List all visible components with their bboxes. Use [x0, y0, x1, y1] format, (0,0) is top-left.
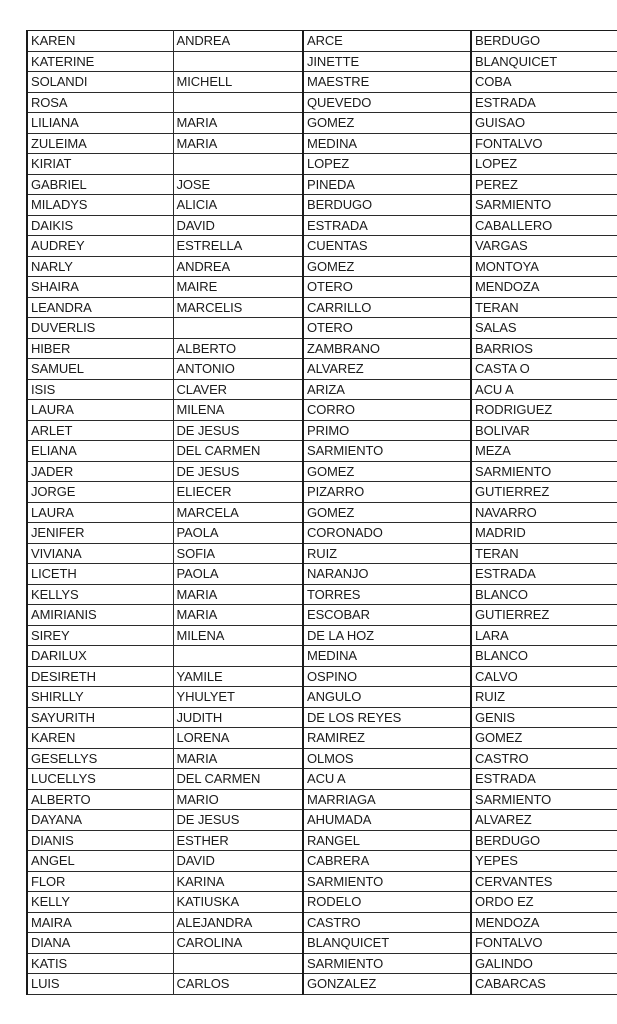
first-name-cell: VIVIANA: [27, 543, 173, 564]
middle-name-cell: CARLOS: [173, 974, 303, 995]
first-name-cell: DIANA: [27, 933, 173, 954]
first-name-cell: LAURA: [27, 502, 173, 523]
table-row: [27, 953, 617, 974]
first-name-cell: KAREN: [27, 31, 173, 52]
table-row: [27, 195, 617, 216]
second-surname-cell: MADRID: [471, 523, 617, 544]
first-name-cell: JADER: [27, 461, 173, 482]
first-name-cell: AUDREY: [27, 236, 173, 257]
table-row: [27, 441, 617, 462]
table-row: [27, 666, 617, 687]
middle-name-cell: ELIECER: [173, 482, 303, 503]
first-surname-cell: MARRIAGA: [303, 789, 471, 810]
table-row: [27, 236, 617, 257]
first-name-cell: MILADYS: [27, 195, 173, 216]
first-surname-cell: ACU A: [303, 769, 471, 790]
middle-name-cell: YAMILE: [173, 666, 303, 687]
middle-name-cell: [173, 92, 303, 113]
first-surname-cell: SARMIENTO: [303, 441, 471, 462]
second-surname-cell: LOPEZ: [471, 154, 617, 175]
first-surname-cell: BLANQUICET: [303, 933, 471, 954]
middle-name-cell: CLAVER: [173, 379, 303, 400]
table-row: [27, 584, 617, 605]
first-surname-cell: GOMEZ: [303, 256, 471, 277]
first-surname-cell: JINETTE: [303, 51, 471, 72]
table-row: [27, 256, 617, 277]
first-surname-cell: DE LOS REYES: [303, 707, 471, 728]
first-surname-cell: OTERO: [303, 318, 471, 339]
table-row: [27, 625, 617, 646]
middle-name-cell: DE JESUS: [173, 810, 303, 831]
middle-name-cell: KATIUSKA: [173, 892, 303, 913]
table-row: [27, 605, 617, 626]
table-row: [27, 338, 617, 359]
table-row: [27, 687, 617, 708]
first-name-cell: LUIS: [27, 974, 173, 995]
second-surname-cell: YEPES: [471, 851, 617, 872]
first-name-cell: ZULEIMA: [27, 133, 173, 154]
first-surname-cell: SARMIENTO: [303, 953, 471, 974]
second-surname-cell: MENDOZA: [471, 912, 617, 933]
middle-name-cell: [173, 154, 303, 175]
middle-name-cell: MARIA: [173, 605, 303, 626]
table-row: [27, 974, 617, 995]
second-surname-cell: NAVARRO: [471, 502, 617, 523]
middle-name-cell: MARIO: [173, 789, 303, 810]
first-surname-cell: GOMEZ: [303, 461, 471, 482]
second-surname-cell: SARMIENTO: [471, 789, 617, 810]
second-surname-cell: ESTRADA: [471, 769, 617, 790]
table-row: [27, 728, 617, 749]
second-surname-cell: GUISAO: [471, 113, 617, 134]
table-row: [27, 113, 617, 134]
second-surname-cell: VARGAS: [471, 236, 617, 257]
second-surname-cell: CABARCAS: [471, 974, 617, 995]
first-surname-cell: TORRES: [303, 584, 471, 605]
names-table-body: [27, 31, 617, 995]
second-surname-cell: RUIZ: [471, 687, 617, 708]
second-surname-cell: SARMIENTO: [471, 195, 617, 216]
second-surname-cell: PEREZ: [471, 174, 617, 195]
first-surname-cell: MAESTRE: [303, 72, 471, 93]
first-surname-cell: OTERO: [303, 277, 471, 298]
first-name-cell: LEANDRA: [27, 297, 173, 318]
second-surname-cell: CASTRO: [471, 748, 617, 769]
middle-name-cell: DEL CARMEN: [173, 769, 303, 790]
table-row: [27, 92, 617, 113]
first-surname-cell: BERDUGO: [303, 195, 471, 216]
middle-name-cell: MARCELIS: [173, 297, 303, 318]
first-name-cell: GABRIEL: [27, 174, 173, 195]
middle-name-cell: CAROLINA: [173, 933, 303, 954]
second-surname-cell: SALAS: [471, 318, 617, 339]
middle-name-cell: JOSE: [173, 174, 303, 195]
names-sheet: [26, 30, 617, 995]
second-surname-cell: GALINDO: [471, 953, 617, 974]
first-surname-cell: DE LA HOZ: [303, 625, 471, 646]
table-row: [27, 523, 617, 544]
first-name-cell: SHAIRA: [27, 277, 173, 298]
first-name-cell: DESIRETH: [27, 666, 173, 687]
table-row: [27, 933, 617, 954]
first-name-cell: DARILUX: [27, 646, 173, 667]
first-surname-cell: GOMEZ: [303, 113, 471, 134]
first-surname-cell: MEDINA: [303, 133, 471, 154]
middle-name-cell: DE JESUS: [173, 461, 303, 482]
first-name-cell: KELLY: [27, 892, 173, 913]
table-row: [27, 359, 617, 380]
middle-name-cell: ESTHER: [173, 830, 303, 851]
second-surname-cell: ORDO EZ: [471, 892, 617, 913]
second-surname-cell: CABALLERO: [471, 215, 617, 236]
middle-name-cell: [173, 51, 303, 72]
table-row: [27, 31, 617, 52]
second-surname-cell: MENDOZA: [471, 277, 617, 298]
table-row: [27, 215, 617, 236]
first-surname-cell: CORONADO: [303, 523, 471, 544]
first-name-cell: MAIRA: [27, 912, 173, 933]
middle-name-cell: SOFIA: [173, 543, 303, 564]
first-surname-cell: CABRERA: [303, 851, 471, 872]
second-surname-cell: CASTA O: [471, 359, 617, 380]
first-name-cell: ROSA: [27, 92, 173, 113]
first-surname-cell: ALVAREZ: [303, 359, 471, 380]
first-name-cell: KAREN: [27, 728, 173, 749]
table-row: [27, 297, 617, 318]
second-surname-cell: FONTALVO: [471, 133, 617, 154]
second-surname-cell: BLANCO: [471, 646, 617, 667]
first-name-cell: ALBERTO: [27, 789, 173, 810]
first-surname-cell: ESTRADA: [303, 215, 471, 236]
first-name-cell: KIRIAT: [27, 154, 173, 175]
table-row: [27, 133, 617, 154]
middle-name-cell: ALICIA: [173, 195, 303, 216]
second-surname-cell: ESTRADA: [471, 92, 617, 113]
first-name-cell: SAMUEL: [27, 359, 173, 380]
table-row: [27, 420, 617, 441]
middle-name-cell: [173, 646, 303, 667]
first-surname-cell: MEDINA: [303, 646, 471, 667]
middle-name-cell: MARIA: [173, 748, 303, 769]
first-surname-cell: GONZALEZ: [303, 974, 471, 995]
table-row: [27, 72, 617, 93]
table-row: [27, 400, 617, 421]
table-row: [27, 871, 617, 892]
table-row: [27, 564, 617, 585]
first-surname-cell: CORRO: [303, 400, 471, 421]
table-row: [27, 277, 617, 298]
middle-name-cell: MARIA: [173, 113, 303, 134]
second-surname-cell: BLANQUICET: [471, 51, 617, 72]
second-surname-cell: CALVO: [471, 666, 617, 687]
second-surname-cell: GOMEZ: [471, 728, 617, 749]
first-name-cell: ELIANA: [27, 441, 173, 462]
first-surname-cell: CARRILLO: [303, 297, 471, 318]
first-name-cell: FLOR: [27, 871, 173, 892]
first-surname-cell: OSPINO: [303, 666, 471, 687]
table-row: [27, 51, 617, 72]
first-surname-cell: RANGEL: [303, 830, 471, 851]
middle-name-cell: MILENA: [173, 625, 303, 646]
middle-name-cell: MICHELL: [173, 72, 303, 93]
first-name-cell: AMIRIANIS: [27, 605, 173, 626]
table-row: [27, 318, 617, 339]
second-surname-cell: TERAN: [471, 297, 617, 318]
table-row: [27, 379, 617, 400]
first-surname-cell: PINEDA: [303, 174, 471, 195]
first-surname-cell: ARIZA: [303, 379, 471, 400]
middle-name-cell: MARCELA: [173, 502, 303, 523]
table-row: [27, 748, 617, 769]
first-name-cell: SOLANDI: [27, 72, 173, 93]
first-name-cell: SIREY: [27, 625, 173, 646]
middle-name-cell: ALBERTO: [173, 338, 303, 359]
first-surname-cell: NARANJO: [303, 564, 471, 585]
middle-name-cell: MAIRE: [173, 277, 303, 298]
middle-name-cell: [173, 953, 303, 974]
first-surname-cell: QUEVEDO: [303, 92, 471, 113]
second-surname-cell: COBA: [471, 72, 617, 93]
table-row: [27, 707, 617, 728]
table-row: [27, 461, 617, 482]
first-name-cell: DUVERLIS: [27, 318, 173, 339]
first-name-cell: LILIANA: [27, 113, 173, 134]
second-surname-cell: BOLIVAR: [471, 420, 617, 441]
first-name-cell: SAYURITH: [27, 707, 173, 728]
second-surname-cell: BERDUGO: [471, 31, 617, 52]
table-row: [27, 912, 617, 933]
second-surname-cell: GENIS: [471, 707, 617, 728]
first-surname-cell: RUIZ: [303, 543, 471, 564]
first-surname-cell: CUENTAS: [303, 236, 471, 257]
middle-name-cell: PAOLA: [173, 564, 303, 585]
first-name-cell: GESELLYS: [27, 748, 173, 769]
first-surname-cell: RODELO: [303, 892, 471, 913]
table-row: [27, 789, 617, 810]
middle-name-cell: ESTRELLA: [173, 236, 303, 257]
second-surname-cell: LARA: [471, 625, 617, 646]
middle-name-cell: [173, 318, 303, 339]
second-surname-cell: BERDUGO: [471, 830, 617, 851]
first-surname-cell: OLMOS: [303, 748, 471, 769]
first-name-cell: ISIS: [27, 379, 173, 400]
second-surname-cell: TERAN: [471, 543, 617, 564]
second-surname-cell: GUTIERREZ: [471, 482, 617, 503]
names-table: [26, 30, 617, 995]
first-name-cell: KATERINE: [27, 51, 173, 72]
first-name-cell: HIBER: [27, 338, 173, 359]
second-surname-cell: FONTALVO: [471, 933, 617, 954]
middle-name-cell: PAOLA: [173, 523, 303, 544]
second-surname-cell: GUTIERREZ: [471, 605, 617, 626]
middle-name-cell: DAVID: [173, 215, 303, 236]
first-surname-cell: RAMIREZ: [303, 728, 471, 749]
second-surname-cell: MONTOYA: [471, 256, 617, 277]
second-surname-cell: ESTRADA: [471, 564, 617, 585]
first-name-cell: LUCELLYS: [27, 769, 173, 790]
second-surname-cell: ALVAREZ: [471, 810, 617, 831]
table-row: [27, 810, 617, 831]
first-surname-cell: GOMEZ: [303, 502, 471, 523]
middle-name-cell: JUDITH: [173, 707, 303, 728]
first-surname-cell: ZAMBRANO: [303, 338, 471, 359]
first-name-cell: NARLY: [27, 256, 173, 277]
first-surname-cell: ANGULO: [303, 687, 471, 708]
middle-name-cell: KARINA: [173, 871, 303, 892]
table-row: [27, 174, 617, 195]
second-surname-cell: SARMIENTO: [471, 461, 617, 482]
first-surname-cell: ESCOBAR: [303, 605, 471, 626]
first-surname-cell: PIZARRO: [303, 482, 471, 503]
table-row: [27, 502, 617, 523]
first-name-cell: DAIKIS: [27, 215, 173, 236]
middle-name-cell: ANTONIO: [173, 359, 303, 380]
second-surname-cell: BLANCO: [471, 584, 617, 605]
table-row: [27, 646, 617, 667]
middle-name-cell: ANDREA: [173, 256, 303, 277]
middle-name-cell: DAVID: [173, 851, 303, 872]
first-surname-cell: PRIMO: [303, 420, 471, 441]
second-surname-cell: RODRIGUEZ: [471, 400, 617, 421]
first-name-cell: KATIS: [27, 953, 173, 974]
first-name-cell: LICETH: [27, 564, 173, 585]
table-row: [27, 892, 617, 913]
table-row: [27, 769, 617, 790]
first-name-cell: JENIFER: [27, 523, 173, 544]
first-name-cell: DAYANA: [27, 810, 173, 831]
first-surname-cell: CASTRO: [303, 912, 471, 933]
first-name-cell: ARLET: [27, 420, 173, 441]
table-row: [27, 543, 617, 564]
second-surname-cell: MEZA: [471, 441, 617, 462]
first-name-cell: LAURA: [27, 400, 173, 421]
second-surname-cell: CERVANTES: [471, 871, 617, 892]
table-row: [27, 851, 617, 872]
table-row: [27, 830, 617, 851]
middle-name-cell: YHULYET: [173, 687, 303, 708]
middle-name-cell: ANDREA: [173, 31, 303, 52]
second-surname-cell: BARRIOS: [471, 338, 617, 359]
middle-name-cell: MARIA: [173, 133, 303, 154]
middle-name-cell: LORENA: [173, 728, 303, 749]
middle-name-cell: MILENA: [173, 400, 303, 421]
table-row: [27, 482, 617, 503]
first-surname-cell: LOPEZ: [303, 154, 471, 175]
first-surname-cell: ARCE: [303, 31, 471, 52]
middle-name-cell: ALEJANDRA: [173, 912, 303, 933]
first-name-cell: SHIRLLY: [27, 687, 173, 708]
first-surname-cell: SARMIENTO: [303, 871, 471, 892]
second-surname-cell: ACU A: [471, 379, 617, 400]
first-name-cell: JORGE: [27, 482, 173, 503]
first-name-cell: KELLYS: [27, 584, 173, 605]
first-surname-cell: AHUMADA: [303, 810, 471, 831]
middle-name-cell: DE JESUS: [173, 420, 303, 441]
first-name-cell: ANGEL: [27, 851, 173, 872]
table-row: [27, 154, 617, 175]
middle-name-cell: MARIA: [173, 584, 303, 605]
first-name-cell: DIANIS: [27, 830, 173, 851]
middle-name-cell: DEL CARMEN: [173, 441, 303, 462]
